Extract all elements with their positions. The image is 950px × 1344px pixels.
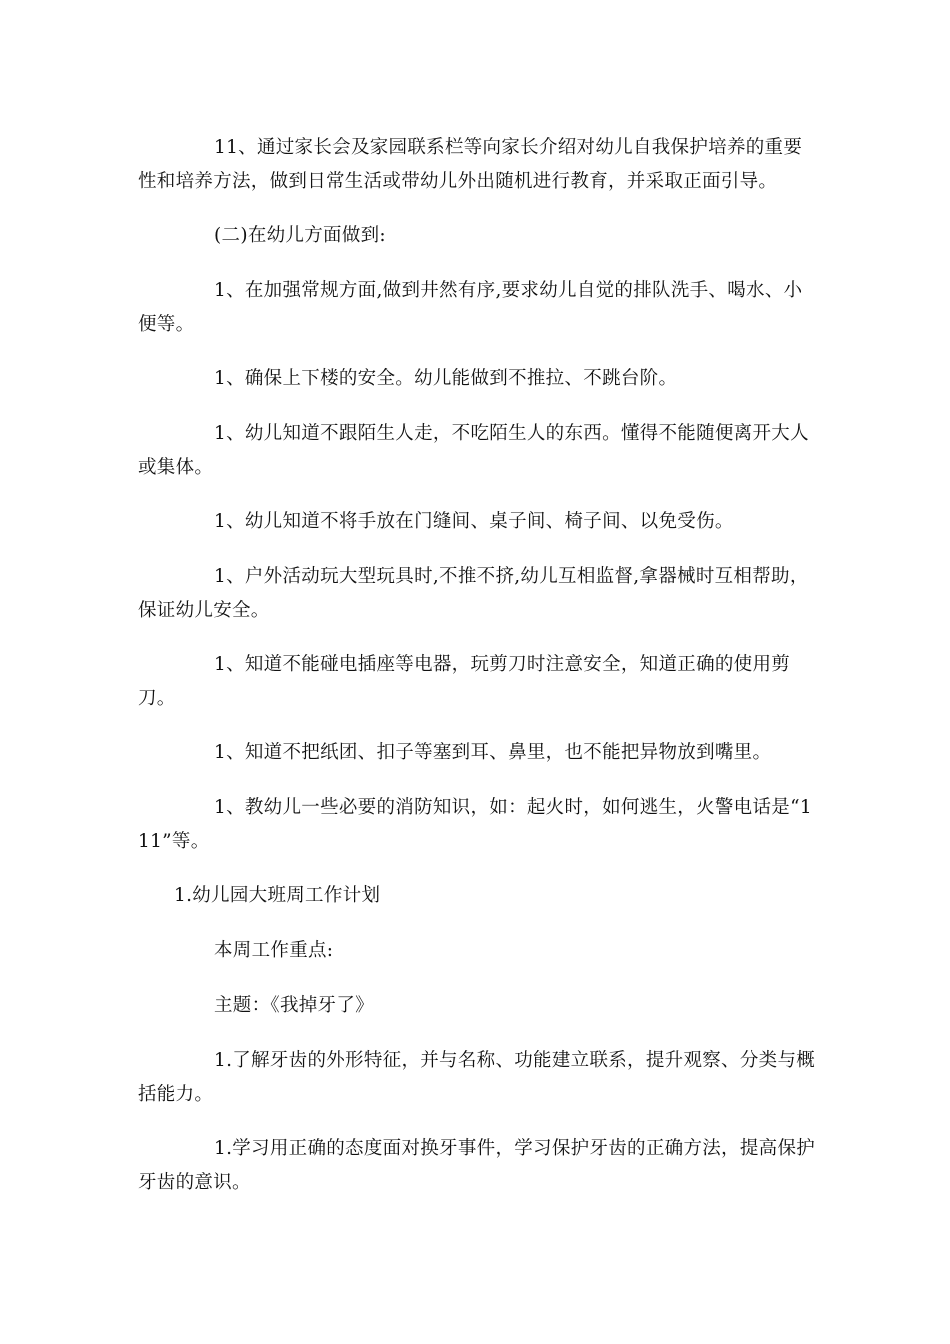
paragraph-parent-education: 11、通过家长会及家园联系栏等向家长介绍对幼儿自我保护培养的重要性和培养方法，做到日常生活或带幼儿外出随机进行教育，并采取正面引导。 xyxy=(138,137,803,192)
paragraph-door-gaps: 1、幼儿知道不将手放在门缝间、桌子间、椅子间、以免受伤。 xyxy=(214,511,734,532)
paragraph-fire-safety: 1、教幼儿一些必要的消防知识，如：起火时，如何逃生，火警电话是“111”等。 xyxy=(138,797,812,852)
paragraph-child-section-heading: (二)在幼儿方面做到: xyxy=(214,225,386,246)
paragraph-outdoor-play: 1、户外活动玩大型玩具时,不推不挤,幼儿互相监督,拿器械时互相帮助，保证幼儿安全。 xyxy=(138,566,809,621)
paragraph-teeth-features: 1.了解牙齿的外形特征，并与名称、功能建立联系，提升观察、分类与概括能力。 xyxy=(138,1050,816,1105)
paragraph-stairs-safety: 1、确保上下楼的安全。幼儿能做到不推拉、不跳台阶。 xyxy=(214,368,678,389)
paragraph-weekly-focus: 本周工作重点: xyxy=(214,940,334,961)
section-title-weekly-plan: 1.幼儿园大班周工作计划 xyxy=(174,885,381,906)
paragraph-electricity-scissors: 1、知道不能碰电插座等电器，玩剪刀时注意安全，知道正确的使用剪刀。 xyxy=(138,654,791,709)
paragraph-strangers: 1、幼儿知道不跟陌生人走，不吃陌生人的东西。懂得不能随便离开大人或集体。 xyxy=(138,423,809,478)
paragraph-theme: 主题：《我掉牙了》 xyxy=(214,995,374,1016)
paragraph-teeth-protection: 1.学习用正确的态度面对换牙事件，学习保护牙齿的正确方法，提高保护牙齿的意识。 xyxy=(138,1138,816,1193)
paragraph-foreign-objects: 1、知道不把纸团、扣子等塞到耳、鼻里，也不能把异物放到嘴里。 xyxy=(214,742,772,763)
paragraph-routine: 1、在加强常规方面,做到井然有序,要求幼儿自觉的排队洗手、喝水、小便等。 xyxy=(138,280,803,335)
